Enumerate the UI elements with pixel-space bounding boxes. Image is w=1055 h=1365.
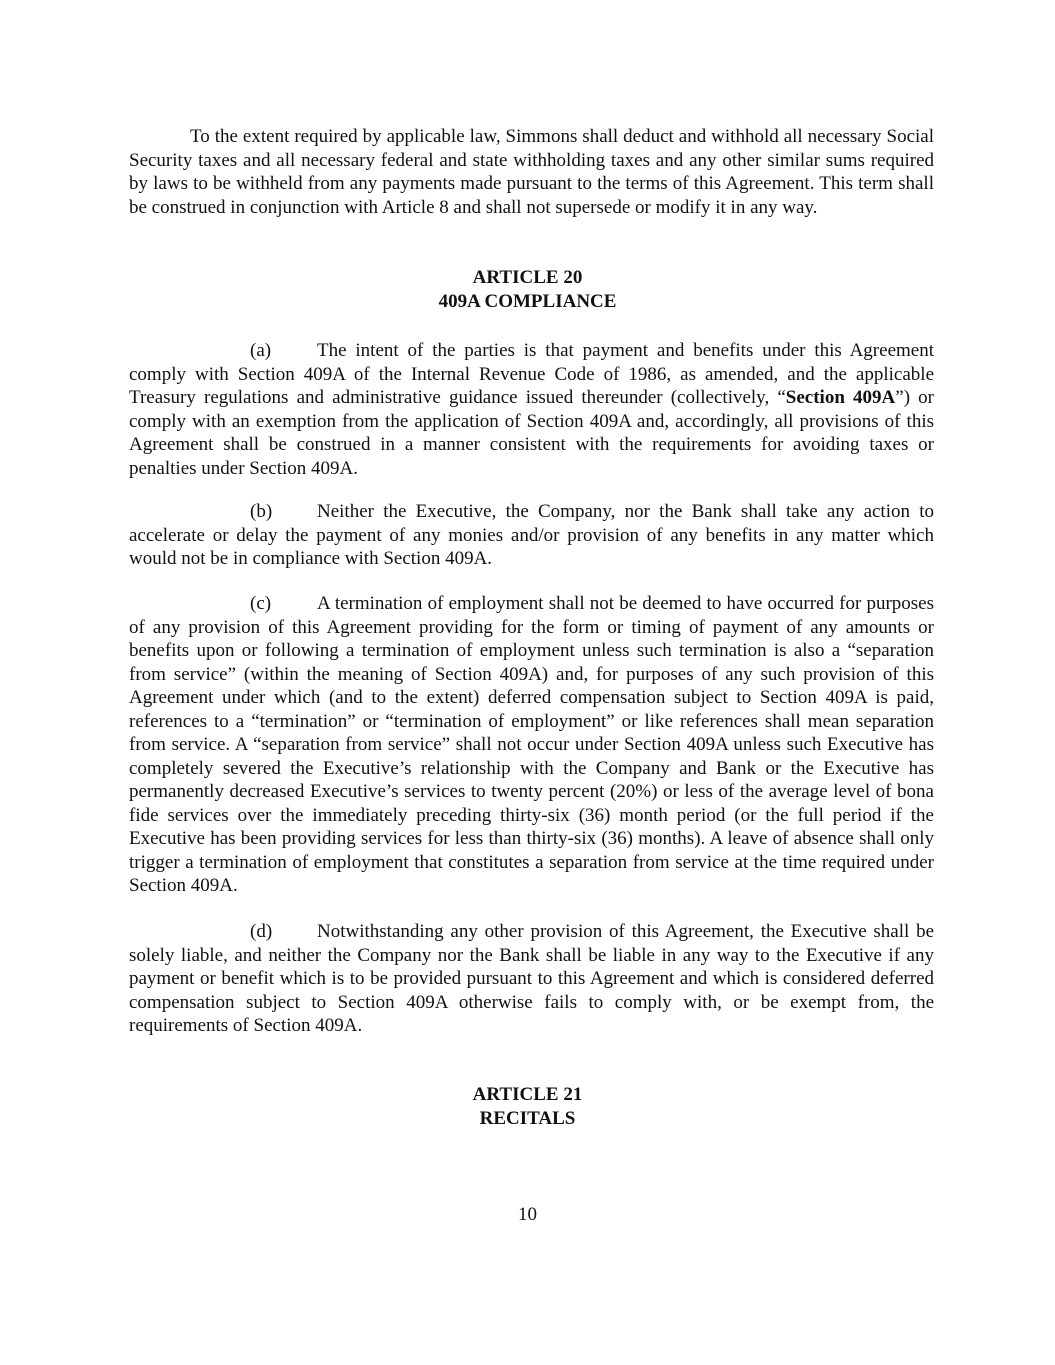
intro-paragraph: To the extent required by applicable law, Simmons shall deduct and withhold all necessary Social Security taxes and all necessary federal and state withholding taxes and any other similar sums required by laws to be withheld from any payments made pursuant to the terms of this Agreement. This term shall be construed in conjunction with Article 8 and shall not supersede or modify it in any way. (129, 126, 934, 218)
article-20-paragraph-a (129, 339, 934, 480)
article-20-paragraph-c (129, 592, 934, 898)
paragraph-d-text: Notwithstanding any other provision of this Agreement, the Executive shall be solely liable, and neither the Company nor the Bank shall be liable in any way to the Executive if any payment or benefit which is to be provided pursuant to this Agreement and which is considered deferred compensation subject to Section 409A otherwise fails to comply with, or be exempt from, the requirements of Section 409A. (129, 921, 934, 1036)
article-20-number: ARTICLE 20 (472, 267, 583, 288)
paragraph-b-text: Neither the Executive, the Company, nor the Bank shall take any action to accelerate or delay the payment of any monies and/or provision of any benefits in any matter which would not be in compliance with Section 409A. (129, 501, 934, 569)
article-20-title: 409A COMPLIANCE (438, 290, 617, 312)
paragraph-c-text: A termination of employment shall not be deemed to have occurred for purposes of any provision of this Agreement providing for the form or timing of payment of any amounts or benefits upon or following a termination of employment unless such termination is also a “separation from service” (within the meaning of Section 409A) and, for purposes of any such provision of this Agreement under which (and to the extent) deferred compensation subject to Section 409A is paid, references to a “termination” or “termination of employment” or like references shall mean separation from service. A “separation from service” shall not occur under Section 409A unless such Executive has completely severed the Executive’s relationship with the Company and Bank or the Executive has permanently decreased Executive’s services to twenty percent (20%) or less of the average level of bona fide services over the immediately preceding thirty-six (36) month period (or the full period if the Executive has been providing services for less than thirty-six (36) months). A leave of absence shall only trigger a termination of employment that constitutes a separation from service at the time required under Section 409A. (129, 593, 934, 896)
paragraph-a-text-before: The intent of the parties is that payment and benefits under this Agreement comply with Section 409A of the Internal Revenue Code of 1986, as amended, and the applicable Treasury regulations and administrative guidance issued thereunder (collectively, “ (129, 340, 934, 408)
paragraph-a-text-after: ”) or comply with an exemption from the application of Section 409A and, accordingly, all provisions of this Agreement shall be construed in a manner consistent with the requirements for avoiding taxes or penalties under Section 409A. (129, 387, 934, 479)
paragraph-b-label: (b) (250, 501, 273, 522)
article-21-title: RECITALS (479, 1107, 576, 1129)
article-21-number: ARTICLE 21 (472, 1084, 583, 1105)
paragraph-c-label: (c) (250, 593, 272, 614)
paragraph-a-label: (a) (250, 340, 272, 361)
page-number: 10 (518, 1204, 537, 1225)
article-21-heading (0, 1083, 1055, 1130)
paragraph-a-defined-term: Section 409A (785, 387, 896, 408)
article-20-paragraph-b (129, 500, 934, 571)
paragraph-d-label: (d) (250, 921, 273, 942)
article-20-heading (0, 266, 1055, 313)
article-20-paragraph-d (129, 920, 934, 1038)
